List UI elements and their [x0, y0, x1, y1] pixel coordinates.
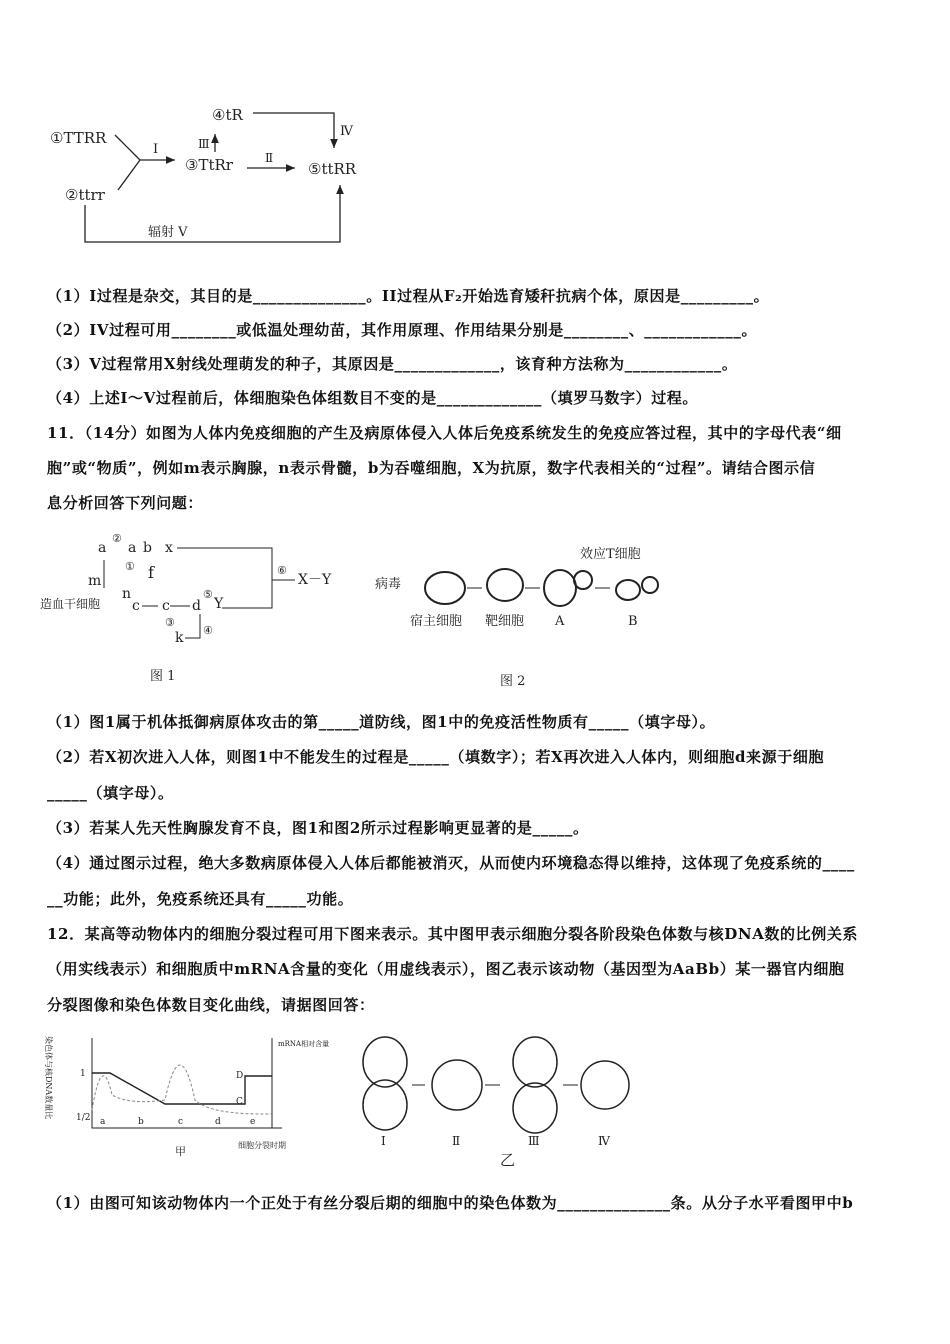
figure-label: 1	[80, 1069, 86, 1079]
cross-lines	[115, 135, 175, 190]
immune-figure-1	[40, 530, 340, 700]
ratio-line	[92, 1073, 272, 1104]
figure-label: 宿主细胞	[410, 614, 463, 629]
breeding-diagram	[40, 90, 380, 250]
label-I: Ⅰ	[153, 142, 159, 157]
figure-label: d	[192, 598, 201, 614]
figure-label: 乙	[500, 1151, 516, 1169]
figure-label: mRNA相对含量	[278, 1040, 330, 1048]
figure-label: ②	[112, 532, 122, 545]
label-II: Ⅱ	[265, 151, 274, 165]
figure-yi	[360, 1030, 660, 1170]
figure-label: 效应T细胞	[580, 547, 641, 562]
figure-label: m	[88, 573, 102, 589]
figure-label: f	[148, 563, 154, 582]
q11-3: （3）若某人先天性胸腺发育不良，图1和图2所示过程影响更显著的是_____。	[47, 819, 589, 837]
figure-label: D	[236, 1071, 244, 1081]
figure-label: Ⅱ	[452, 1134, 461, 1148]
q12-stem-3: 分裂图像和染色体数目变化曲线，请据图回答：	[47, 996, 375, 1014]
q11-2: （2）若X初次进入人体，则图1中不能发生的过程是_____（填数字）；若X再次进入人体内，则细胞d来源于细胞	[47, 748, 825, 766]
figure-label: b	[138, 1117, 144, 1127]
figure-1-caption: 图 1	[150, 669, 176, 684]
figure-label: c	[178, 1117, 184, 1127]
figure-label: C	[236, 1097, 243, 1107]
q10-1: （1）I过程是杂交，其目的是______________。II过程从F₂开始选育矮秆抗病个体，原因是_________。	[47, 287, 770, 305]
figure-label: A	[555, 614, 565, 629]
figure-label: 甲	[175, 1145, 186, 1158]
figure-label: b	[143, 540, 152, 556]
figure-label: c	[162, 598, 170, 614]
node-3: ③TtRr	[185, 156, 233, 174]
label-IV: Ⅳ	[340, 124, 353, 139]
figure-label: X－Y	[298, 572, 332, 588]
figure-jia	[40, 1030, 330, 1170]
figure-label: n	[122, 586, 132, 602]
figure-label: B	[628, 614, 638, 629]
node-2: ②ttrr	[65, 186, 105, 204]
figure-label: ⑤	[203, 588, 213, 601]
source-cell: 造血干细胞	[40, 597, 101, 611]
q10-4: （4）上述I～V过程前后，体细胞染色体组数目不变的是_____________（填罗马数字）过程。	[47, 389, 698, 407]
figure-label: c	[132, 598, 140, 614]
figure-label: a	[98, 540, 107, 556]
q11-stem-1: 11．（14分）如图为人体内免疫细胞的产生及病原体侵入人体后免疫系统发生的免疫应答过程，其中的字母代表“细	[47, 424, 842, 442]
q12-stem-2: （用实线表示）和细胞质中mRNA含量的变化（用虚线表示），图乙表示该动物（基因型为AaBb）某一器官内细胞	[47, 960, 845, 978]
figure-label: 病毒	[375, 577, 402, 592]
q10-2: （2）IV过程可用________或低温处理幼苗，其作用原理、作用结果分别是________、____________。	[47, 321, 758, 339]
figure-label: ④	[203, 624, 213, 637]
immune-figure-2	[370, 530, 680, 700]
q11-1: （1）图1属于机体抵御病原体攻击的第_____道防线，图1中的免疫活性物质有_____（填字母）。	[47, 713, 716, 731]
label-V: 辐射 Ⅴ	[148, 225, 188, 240]
figure-label: ①	[125, 560, 135, 573]
figure-label: d	[215, 1117, 221, 1127]
q11-stem-3: 息分析回答下列问题：	[47, 494, 204, 512]
figure-2-caption: 图 2	[500, 674, 526, 689]
figure-label: a	[128, 540, 137, 556]
q10-3: （3）V过程常用X射线处理萌发的种子，其原因是_____________，该育种方法称为____________。	[47, 355, 738, 373]
label-III: Ⅲ	[198, 137, 210, 151]
figure-label: ③	[165, 616, 175, 629]
q11-4b: __功能；此外，免疫系统还具有_____功能。	[47, 890, 354, 908]
figure-label: Ⅲ	[528, 1134, 540, 1148]
q11-4: （4）通过图示过程，绝大多数病原体侵入人体后都能被消灭，从而使内环境稳态得以维持，这体现了免疫系统的____	[47, 854, 855, 872]
node-5: ⑤ttRR	[308, 160, 357, 178]
figure-label: x	[165, 540, 173, 556]
figure-label: Ⅳ	[598, 1134, 610, 1148]
figure-label: Y	[214, 596, 224, 612]
y-axis-label: 染色体与核DNA数量比	[44, 1036, 53, 1120]
q12-1: （1）由图可知该动物体内一个正处于有丝分裂后期的细胞中的染色体数为______________条。从分子水平看图甲中b	[47, 1194, 854, 1212]
figure-label: a	[100, 1117, 106, 1127]
figure-label: e	[250, 1117, 256, 1127]
figure-label: 靶细胞	[485, 614, 525, 629]
figure-label: ⑥	[277, 564, 287, 577]
node-1: ①TTRR	[50, 129, 107, 147]
q12-stem-1: 12．某高等动物体内的细胞分裂过程可用下图来表示。其中图甲表示细胞分裂各阶段染色体数与核DNA数的比例关系	[47, 925, 859, 943]
q11-stem-2: 胞”或“物质”，例如m表示胸腺，n表示骨髓，b为吞噬细胞，X为抗原，数字代表相关的“过程”。请结合图示信	[47, 459, 816, 477]
figure-label: k	[175, 630, 184, 646]
q11-2b: _____（填字母）。	[47, 784, 174, 802]
figure-label: 1/2	[76, 1113, 91, 1123]
figure-label: Ⅰ	[381, 1134, 386, 1148]
node-4: ④tR	[212, 106, 243, 124]
figure-label: 细胞分裂时期	[238, 1141, 286, 1150]
